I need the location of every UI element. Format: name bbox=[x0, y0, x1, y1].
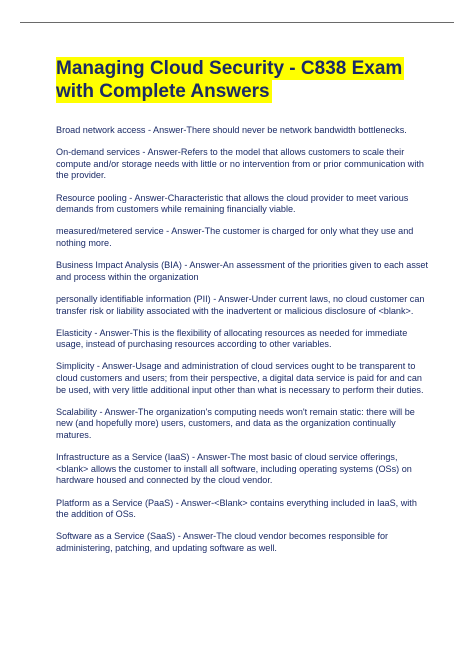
title-line-2: with Complete Answers bbox=[56, 81, 270, 102]
qa-entry-elasticity: Elasticity - Answer-This is the flexibility of allocating resources as needed for immediate usage, instead of purchasing resources according to other variables. bbox=[56, 327, 408, 350]
qa-entry-paas: Platform as a Service (PaaS) - Answer-<Blank> contains everything included in IaaS, with the addition of OSs. bbox=[56, 497, 417, 520]
qa-entry-broad-network-access: Broad network access - Answer-There should never be network bandwidth bottlenecks. bbox=[56, 125, 407, 135]
qa-entry-saas: Software as a Service (SaaS) - Answer-The cloud vendor becomes responsible for administering, patching, and updating software as well. bbox=[56, 531, 389, 553]
title-line-1: Managing Cloud Security - C838 Exam bbox=[56, 58, 403, 79]
qa-entry-pii: personally identifiable information (PII) - Answer-Under current laws, no cloud customer can transfer risk or liability associated with the inadvertent or malicious disclosure of <blank>. bbox=[56, 293, 425, 316]
header-rule bbox=[20, 22, 454, 23]
qa-entry-scalability: Scalability - Answer-The organization's computing needs won't remain static: there will be new (and hopefully more) users, customers, and data as the organization continually matures. bbox=[56, 406, 415, 441]
qa-entry-bia: Business Impact Analysis (BIA) - Answer-An assessment of the priorities given to each asset and process within the organization bbox=[56, 260, 428, 282]
qa-entry-resource-pooling: Resource pooling - Answer-Characteristic that allows the cloud provider to meet various demands from customers while remaining financially viable. bbox=[56, 192, 409, 215]
qa-entry-on-demand-services: On-demand services - Answer-Refers to the model that allows customers to scale their compute and/or storage needs with little or no intervention from or prior communication with the provider. bbox=[56, 147, 424, 181]
qa-entry-simplicity: Simplicity - Answer-Usage and administration of cloud services ought to be transparent to cloud customers and users; from their perspective, a digital data service is paid for and can be used, with very little additional input other than what is necessary to perform their duties. bbox=[56, 361, 424, 395]
document-title bbox=[56, 57, 430, 103]
qa-entry-iaas: Infrastructure as a Service (IaaS) - Answer-The most basic of cloud service offerings, <blank> allows the customer to install all software, including operating systems (OSs) on hardware housed and connected by the cloud vendor. bbox=[56, 452, 412, 486]
qa-entry-measured-service: measured/metered service - Answer-The customer is charged for only what they use and nothing more. bbox=[56, 226, 414, 248]
qa-list bbox=[56, 125, 428, 565]
